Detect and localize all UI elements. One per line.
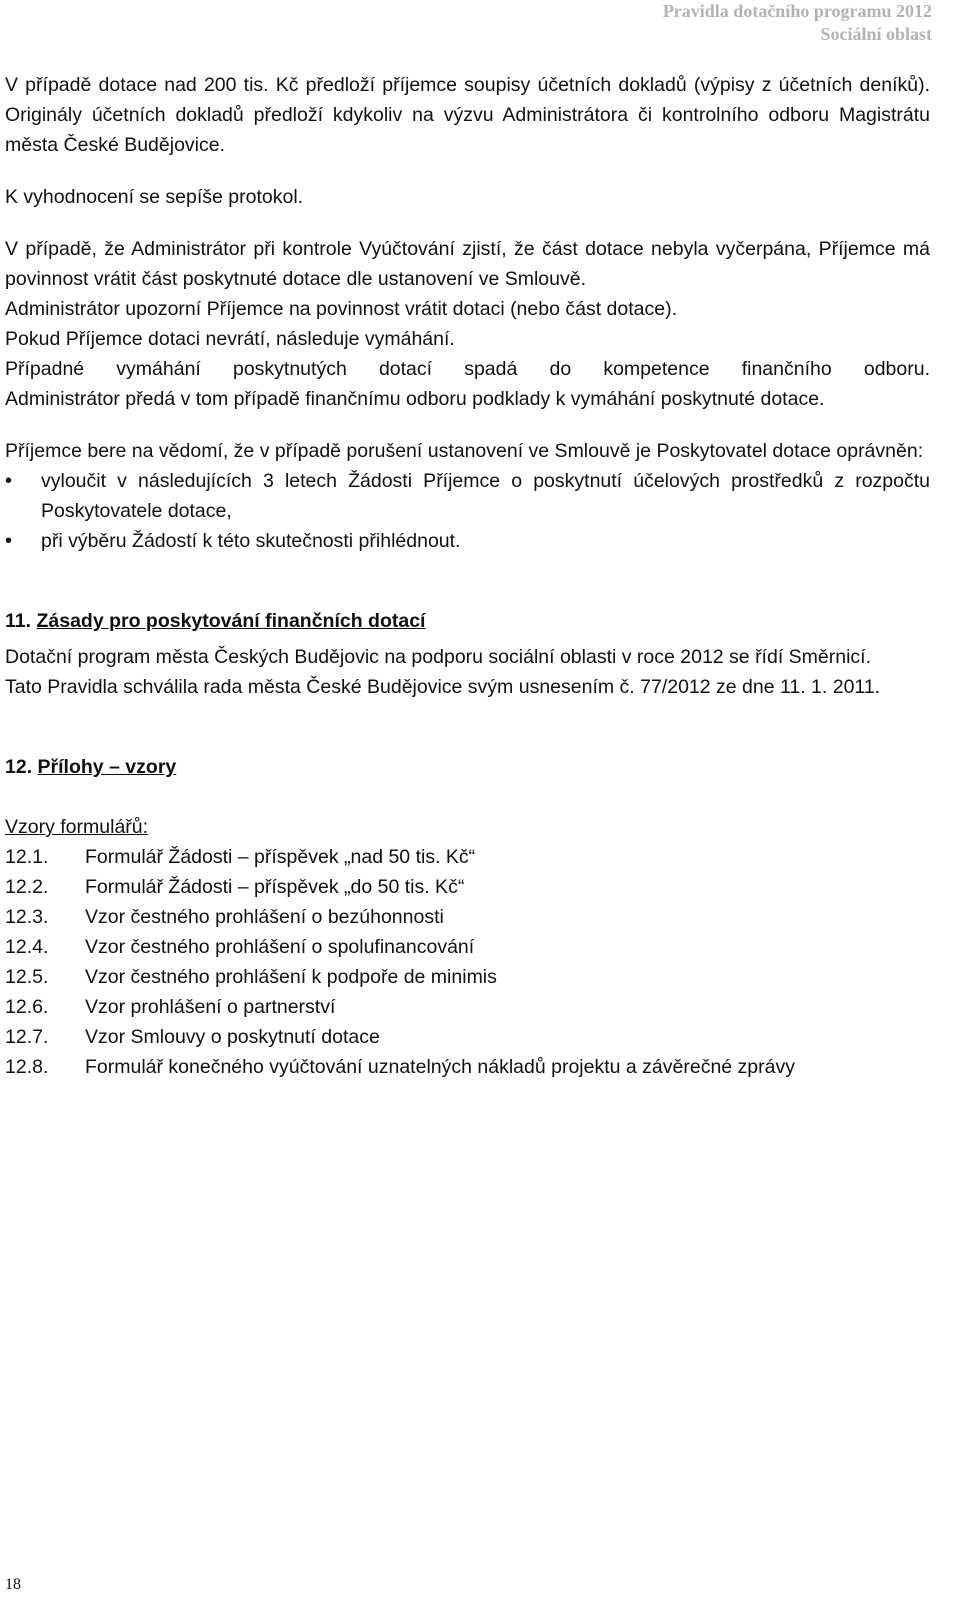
paragraph-refund-5: Administrátor předá v tom případě finančnímu odboru podklady k vymáhání poskytnuté dotace.	[5, 388, 825, 410]
appendix-title: Formulář Žádosti – příspěvek „nad 50 tis. Kč“	[85, 846, 476, 868]
paragraph-receipts: V případě dotace nad 200 tis. Kč předloží příjemce soupisy účetních dokladů (výpisy z účetních deníků). Originály účetních dokladů předloží kdykoliv na výzvu Administrátora či kontrolního odboru Magistrátu města České Budějovice.	[5, 74, 930, 156]
appendix-item	[5, 992, 930, 1022]
paragraph-refund-4: Případné vymáhání poskytnutých dotací spadá do kompetence finančního odboru.	[5, 358, 930, 380]
paragraph-refund-1: V případě, že Administrátor při kontrole Vyúčtování zjistí, že část dotace nebyla vyčerpána, Příjemce má povinnost vrátit část poskytnuté dotace dle ustanovení ve Smlouvě.	[5, 238, 930, 290]
paragraph-refund-2: Administrátor upozorní Příjemce na povinnost vrátit dotaci (nebo část dotace).	[5, 298, 677, 320]
appendix-number: 12.1.	[5, 846, 49, 868]
appendix-title: Vzor čestného prohlášení o spolufinancování	[85, 936, 475, 958]
appendix-item	[5, 872, 930, 902]
section-11-text-1: Dotační program města Českých Budějovic na podporu sociální oblasti v roce 2012 se řídí Směrnicí.	[5, 646, 872, 668]
header-subtitle: Sociální oblast	[820, 24, 932, 44]
appendix-item	[5, 962, 930, 992]
list-item-text: při výběru Žádostí k této skutečnosti přihlédnout.	[41, 530, 461, 552]
appendix-title: Formulář Žádosti – příspěvek „do 50 tis. Kč“	[85, 876, 465, 898]
appendix-item	[5, 1052, 930, 1082]
running-header	[663, 0, 932, 46]
section-12-number: 12.	[5, 756, 33, 778]
appendix-title: Vzor čestného prohlášení o bezúhonnosti	[85, 906, 444, 928]
header-title: Pravidla dotačního programu 2012	[662, 1, 932, 21]
appendix-item	[5, 842, 930, 872]
appendix-number: 12.6.	[5, 996, 49, 1018]
section-11-number: 11.	[5, 610, 32, 632]
appendix-item	[5, 902, 930, 932]
sanction-list	[5, 466, 930, 556]
appendix-number: 12.7.	[5, 1026, 49, 1048]
appendix-title: Vzor čestného prohlášení k podpoře de minimis	[85, 966, 497, 988]
appendix-number: 12.8.	[5, 1056, 49, 1078]
section-11-text-2: Tato Pravidla schválila rada města České Budějovice svým usnesením č. 77/2012 ze dne 11. 1. 2011.	[5, 676, 881, 698]
appendix-title: Vzor Smlouvy o poskytnutí dotace	[85, 1026, 380, 1048]
section-11-title: Zásady pro poskytování finančních dotací	[36, 610, 426, 632]
appendix-title: Vzor prohlášení o partnerství	[85, 996, 336, 1018]
paragraph-protocol: K vyhodnocení se sepíše protokol.	[5, 186, 304, 208]
page-number: 18	[5, 1576, 21, 1593]
appendix-title: Formulář konečného vyúčtování uznatelných nákladů projektu a závěrečné zprávy	[85, 1056, 795, 1078]
bullet-icon: •	[5, 530, 13, 552]
paragraph-violation: Příjemce bere na vědomí, že v případě porušení ustanovení ve Smlouvě je Poskytovatel dotace oprávněn:	[5, 440, 924, 462]
appendix-number: 12.4.	[5, 936, 49, 958]
paragraph-refund-3: Pokud Příjemce dotaci nevrátí, následuje vymáhání.	[5, 328, 455, 350]
list-item	[5, 466, 930, 526]
list-item	[5, 526, 930, 556]
appendix-number: 12.2.	[5, 876, 49, 898]
appendix-number: 12.5.	[5, 966, 49, 988]
document-body	[5, 70, 930, 1082]
appendix-item	[5, 932, 930, 962]
appendix-number: 12.3.	[5, 906, 49, 928]
templates-subtitle: Vzory formulářů:	[5, 816, 149, 838]
list-item-text: vyloučit v následujících 3 letech Žádosti Příjemce o poskytnutí účelových prostředků z rozpočtu Poskytovatele dotace,	[41, 470, 930, 522]
section-12-title: Přílohy – vzory	[37, 756, 177, 778]
appendix-list	[5, 842, 930, 1082]
bullet-icon: •	[5, 470, 13, 492]
appendix-item	[5, 1022, 930, 1052]
section-11-heading	[5, 606, 930, 636]
section-12-heading	[5, 752, 930, 782]
